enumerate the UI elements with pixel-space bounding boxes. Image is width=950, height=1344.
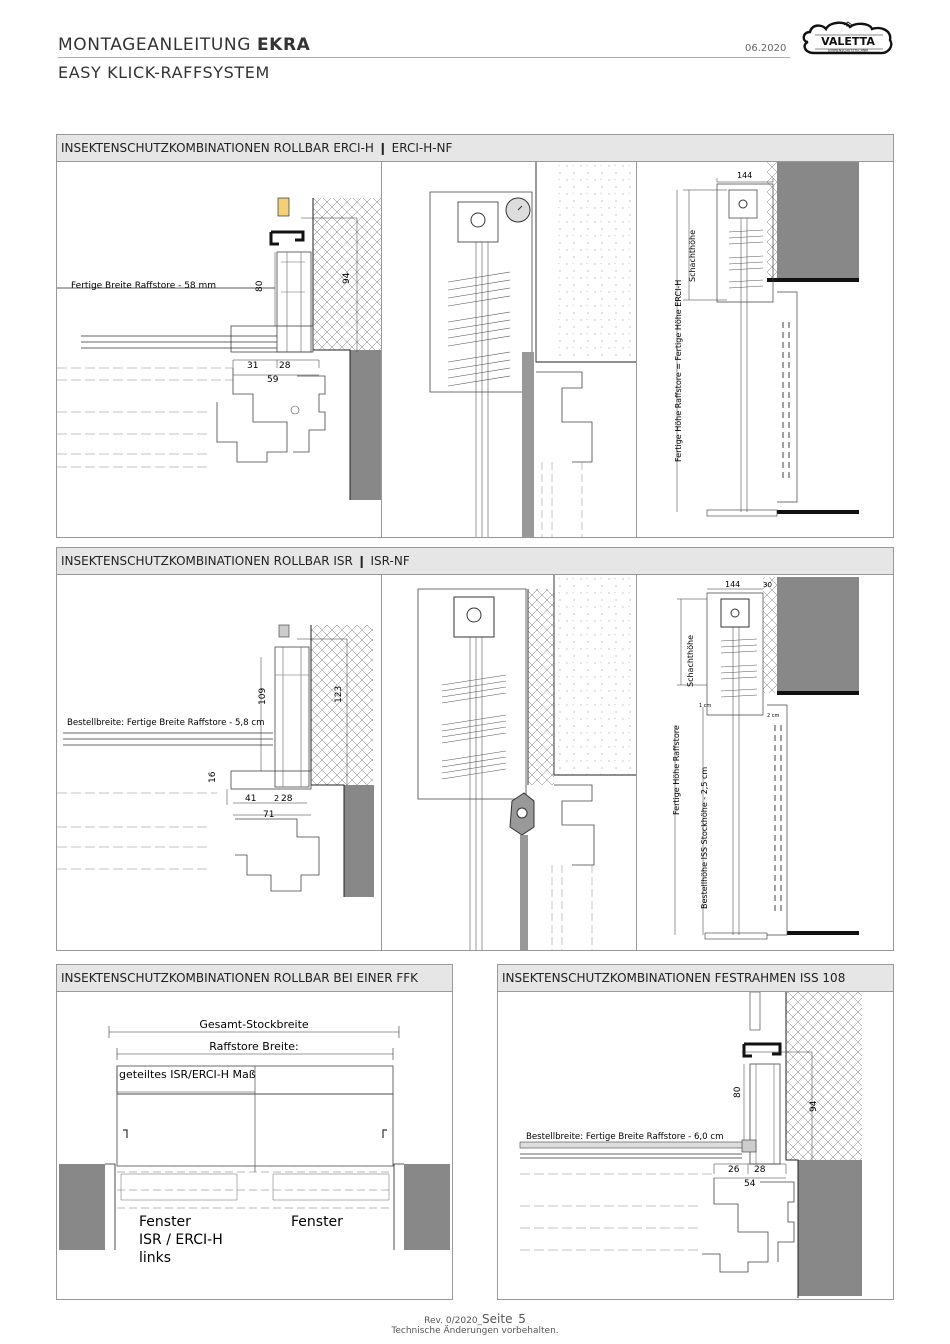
panel-title: INSEKTENSCHUTZKOMBINATIONEN ROLLBAR ISR ❙ ISR-NF [57, 548, 893, 575]
document-title: MONTAGEANLEITUNG EKRA [58, 35, 311, 55]
svg-text:28: 28 [281, 794, 293, 804]
document-date: 06.2020 [745, 43, 787, 54]
panel-iss108 [497, 964, 894, 1300]
panel-isr [56, 547, 894, 951]
document-subtitle: EASY KLICK-RAFFSYSTEM [58, 63, 270, 82]
header-divider [58, 57, 790, 58]
label-total-frame-width: Gesamt-Stockbreite [199, 1018, 309, 1031]
svg-text:VALETTA: VALETTA [821, 35, 875, 48]
label-raffstore-width: Raffstore Breite: [209, 1040, 299, 1053]
svg-text:28: 28 [279, 361, 291, 371]
svg-text:109: 109 [258, 687, 268, 705]
drawing-erci-front-view [382, 162, 637, 537]
svg-text:Fenster: Fenster [139, 1214, 191, 1230]
label-shaft-height: Schachthöhe [688, 229, 697, 282]
page-label: Seite [482, 1312, 513, 1326]
label-finished-height: Fertige Höhe Raffstore = Fertige Höhe ERCI-H [674, 279, 683, 462]
svg-text:16: 16 [208, 771, 218, 783]
svg-text:2: 2 [274, 794, 280, 803]
label-order-height: Bestellhöhe ISS Stockhöhe - 2,5 cm [700, 766, 709, 909]
panel-erci-h [56, 134, 894, 538]
drawing-iss108-side-section [498, 992, 893, 1298]
drawing-erci-side-section [57, 162, 381, 537]
footer-note: Technische Änderungen vorbehalten. [391, 1326, 559, 1336]
page-footer [0, 1312, 950, 1326]
svg-text:links: links [139, 1250, 172, 1266]
wall-block [350, 350, 381, 500]
label-finished-height: Fertige Höhe Raffstore [672, 725, 681, 815]
panel-title: INSEKTENSCHUTZKOMBINATIONEN ROLLBAR BEI EINER FFK [57, 965, 452, 992]
drawing-isr-side-section [57, 575, 381, 950]
svg-text:26: 26 [728, 1165, 740, 1175]
svg-text:94: 94 [809, 1100, 819, 1112]
drawing-ffk-front-view [57, 992, 452, 1298]
label-order-width: Bestellbreite: Fertige Breite Raffstore - 5,8 cm [67, 718, 265, 728]
label-order-width: Bestellbreite: Fertige Breite Raffstore - 6,0 cm [526, 1132, 724, 1142]
product-name: EKRA [256, 35, 311, 55]
svg-text:144: 144 [725, 580, 741, 589]
svg-text:41: 41 [245, 794, 257, 804]
svg-text:59: 59 [267, 375, 279, 385]
drawing-isr-front-view [382, 575, 637, 950]
svg-text:94: 94 [342, 272, 352, 284]
drawing-erci-vertical-section [637, 162, 893, 537]
svg-text:54: 54 [744, 1179, 756, 1189]
label-finished-width: Fertige Breite Raffstore - 58 mm [71, 281, 217, 291]
svg-text:ISR / ERCI-H: ISR / ERCI-H [139, 1232, 223, 1248]
panel-title: INSEKTENSCHUTZKOMBINATIONEN FESTRAHMEN ISS 108 [498, 965, 893, 992]
page-number: 5 [518, 1312, 526, 1326]
panel-title: INSEKTENSCHUTZKOMBINATIONEN ROLLBAR ERCI-H ❙ ERCI-H-NF [57, 135, 893, 162]
svg-text:71: 71 [263, 810, 275, 820]
svg-text:123: 123 [334, 685, 344, 703]
svg-text:2 cm: 2 cm [767, 713, 780, 719]
revision: Rev. 0/2020_ [424, 1316, 483, 1326]
valetta-logo [800, 20, 896, 60]
label-shaft-height: Schachthöhe [686, 634, 695, 687]
drawing-isr-vertical-section [637, 575, 893, 950]
svg-text:28: 28 [754, 1165, 766, 1175]
panel-ffk [56, 964, 453, 1300]
svg-text:80: 80 [255, 280, 265, 292]
svg-text:80: 80 [733, 1086, 743, 1098]
svg-text:31: 31 [247, 361, 259, 371]
svg-text:144: 144 [737, 171, 753, 180]
svg-text:SONNENSCHUTZTECHNIK: SONNENSCHUTZTECHNIK [827, 48, 869, 53]
svg-text:30: 30 [763, 581, 772, 589]
label-split-measure: geteiltes ISR/ERCI-H Maß [119, 1068, 256, 1081]
svg-text:1 cm: 1 cm [699, 703, 712, 709]
label-window-right: Fenster [291, 1214, 343, 1230]
